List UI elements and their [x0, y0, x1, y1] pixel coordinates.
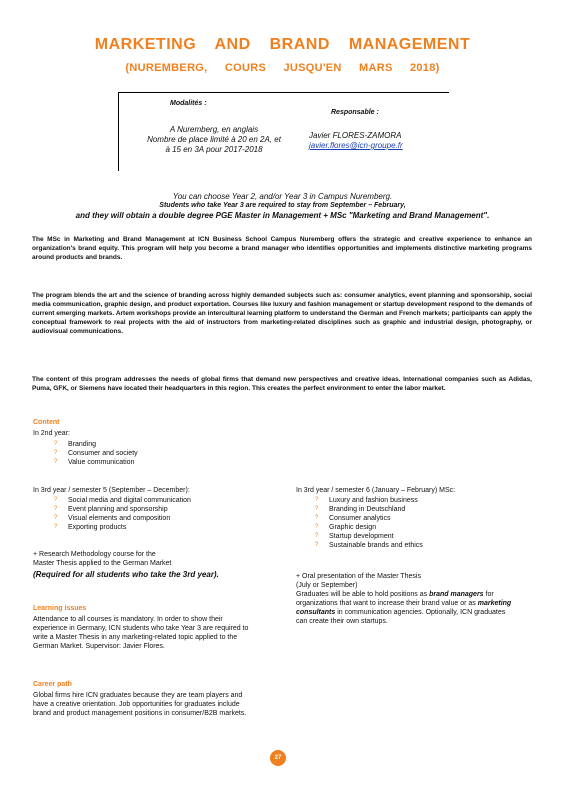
list-item: ? Luxury and fashion business: [315, 497, 418, 504]
bullet-icon: ?: [315, 533, 319, 539]
list-item: ? Exporting products: [54, 524, 127, 531]
bullet-icon: ?: [54, 524, 58, 530]
bullet-icon: ?: [54, 515, 58, 521]
paragraph-msc: The MSc in Marketing and Brand Management at ICN Business School Campus Nuremberg offers the strategic and creative experience to enhance an organization's brand equity. This program will help you become a brand manager who identifies opportunities and implements distinctive marketing programs around products and brands.: [32, 236, 532, 261]
modalites-line: Nombre de place limité à 20 en 2A, et: [147, 135, 281, 144]
career-text: Global firms hire ICN graduates because they are team players and have a creative orientation. Job opportunities for graduates include brand and product management positions in consumer/B2B markets.: [33, 692, 247, 717]
graduates-text: Graduates will be able to hold positions as brand managers for organizations that want to increase their brand value or as marketing consultants in communication agencies. Optionally, ICN graduates can create their own startups.: [296, 591, 512, 625]
intro-line-1: You can choose Year 2, and/or Year 3 in Campus Nuremberg.: [172, 192, 393, 201]
list-item: ? Event planning and sponsorship: [54, 506, 168, 513]
list-item: ? Startup development: [315, 533, 394, 540]
list-item: ? Branding: [54, 441, 97, 448]
learning-text: Attendance to all courses is mandatory. In order to show their experience in Germany, ICN students who take Year 3 are required to write a Master Thesis in any marketing-related topic applied to the German Market. Supervisor: Javier Flores.: [33, 616, 249, 650]
list-item: ? Social media and digital communication: [54, 497, 191, 504]
research-line-1: + Research Methodology course for the: [33, 551, 156, 558]
page-subtitle: (NUREMBERG, COURS JUSQU'EN MARS 2018): [125, 62, 440, 74]
bullet-icon: ?: [315, 524, 319, 530]
list-item: ? Consumer and society: [54, 450, 138, 457]
semester5-label: In 3rd year / semester 5 (September – December):: [33, 487, 190, 494]
intro-line-2: Students who take Year 3 are required to stay from September – February,: [159, 202, 406, 209]
bullet-icon: ?: [315, 506, 319, 512]
learning-heading: Learning issues: [33, 605, 87, 612]
list-item: ? Consumer analytics: [315, 515, 391, 522]
list-item: ? Sustainable brands and ethics: [315, 542, 423, 549]
bullet-icon: ?: [315, 497, 319, 503]
bullet-icon: ?: [54, 459, 58, 465]
modalites-details: [134, 125, 294, 155]
oral-line-2: (July or September): [296, 582, 358, 589]
oral-line-1: + Oral presentation of the Master Thesis: [296, 573, 421, 580]
page-number-badge: 27: [270, 750, 286, 766]
list-item: ? Branding in Deutschland: [315, 506, 406, 513]
semester6-list: [315, 496, 423, 550]
modalites-label: Modalités :: [170, 100, 207, 107]
content-heading: Content: [33, 419, 60, 426]
paragraph-content: The content of this program addresses the needs of global firms that demand new perspectives and creative ideas. International companies such as Adidas, Puma, GFK, or Siemens have located their headquarters in this region. This creates the perfect environment to enter the labor market.: [32, 376, 532, 392]
paragraph-program: The program blends the art and the science of branding across highly demanded subjects such as: consumer analytics, event planning and sponsorship, social media communication, graphic design, and product exportation. Courses like luxury and fashion management or startup development respond to the demands of current emerging markets. Artem workshops provide an intercultural learning platform to understand the German and French markets; participants can apply the conceptual framework to real projects with the aid of instructors from marketing-related disciplines such as graphic and industrial design, photography, or audiovisual communications.: [32, 292, 532, 335]
required-note: (Required for all students who take the 3rd year).: [33, 570, 219, 579]
modalites-line: A Nuremberg, en anglais: [169, 125, 259, 134]
responsable-name: Javier FLORES-ZAMORA: [309, 131, 402, 140]
bullet-icon: ?: [315, 542, 319, 548]
bullet-icon: ?: [54, 450, 58, 456]
year2-list: [54, 440, 138, 467]
bullet-icon: ?: [315, 515, 319, 521]
responsable-email-link[interactable]: javier.flores@icn-groupe.fr: [309, 141, 403, 150]
bullet-icon: ?: [54, 497, 58, 503]
year2-label: In 2nd year:: [33, 430, 70, 437]
bullet-icon: ?: [54, 441, 58, 447]
modalites-line: à 15 en 3A pour 2017-2018: [165, 145, 263, 154]
bullet-icon: ?: [54, 506, 58, 512]
responsable-label: Responsable :: [331, 109, 379, 116]
list-item: ? Value communication: [54, 459, 135, 466]
semester6-label: In 3rd year / semester 6 (January – February) MSc:: [296, 487, 456, 494]
list-item: ? Visual elements and composition: [54, 515, 171, 522]
research-line-2: Master Thesis applied to the German Market: [33, 560, 172, 567]
career-heading: Career path: [33, 681, 72, 688]
semester5-list: [54, 496, 191, 532]
page-title: MARKETING AND BRAND MANAGEMENT: [94, 36, 471, 53]
intro-line-3: and they will obtain a double degree PGE Master in Management + MSc "Marketing and Brand Management".: [75, 211, 490, 220]
list-item: ? Graphic design: [315, 524, 377, 531]
